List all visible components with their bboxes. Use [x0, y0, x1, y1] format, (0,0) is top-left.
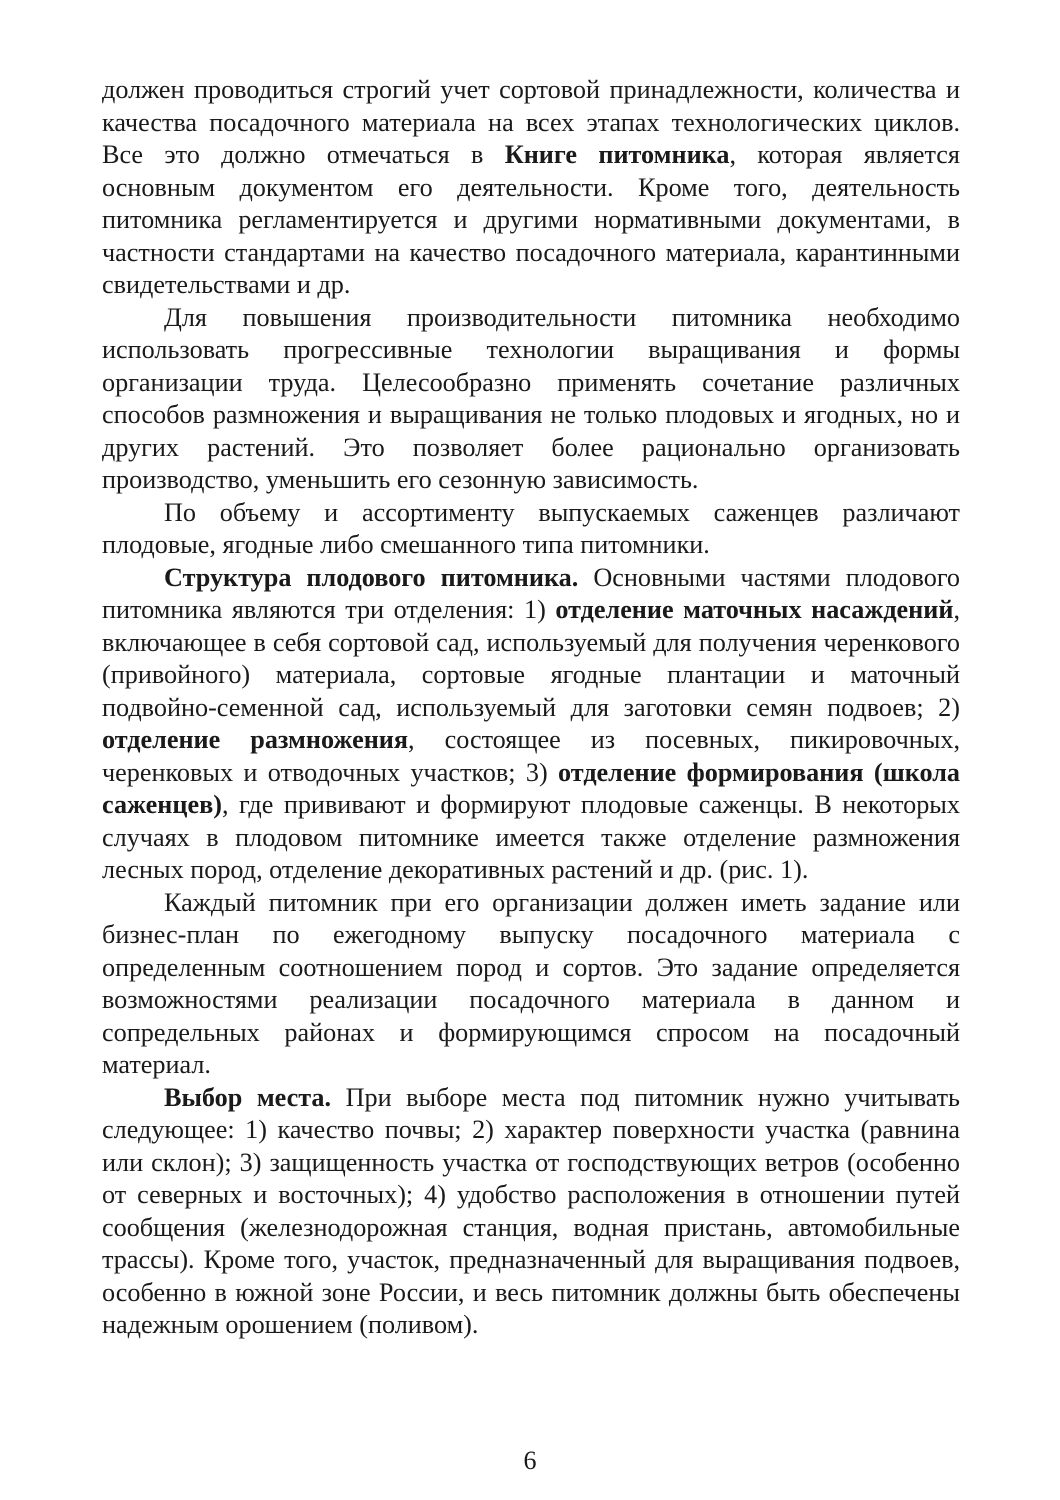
text-run: , где прививают и формируют плодовые саженцы. В некоторых случаях в плодовом питомнике имеется также отделение размножения лесных пород, отделение декоративных растений и др. (рис. 1). — [102, 790, 960, 884]
page-number: 6 — [523, 1446, 537, 1475]
text-run: , состоящее из посевных, пикировочных, черенковых и отводочных участков; 3) — [102, 725, 961, 787]
text-run: должен проводиться строгий учет сортовой принадлежности, количества и качества посадочного материала на всех этапах технологических циклов. Все это должно отмечаться в — [102, 75, 960, 169]
text-run: По объему и ассортименту выпускаемых саженцев различают плодовые, ягодные либо смешанного типа питомники. — [102, 497, 960, 559]
bold-term: отделение размножения — [102, 725, 409, 754]
bold-term: отделение формирования (школа саженцев) — [102, 757, 960, 819]
text-run: , включающее в себя сортовой сад, используемый для получения черенкового (привойного) материала, сортовые ягодные плантации и маточный подвойно-семенной сад, используемый для заготовки семян подвоев; 2) — [102, 595, 960, 722]
text-run: При выборе места под питомник нужно учитывать следующее: 1) качество почвы; 2) характер поверхности участка (равнина или склон); 3) защищенность участка от господствующих ветров (особенно от северных и восточных); 4) удобство расположения в отношении путей сообщения (железнодорожная станция, водная пристань, автомобильные трассы). Кроме того, участок, предназначенный для выращивания подвоев, особенно в южной зоне России, и весь питомник должны быть обеспечены надежным орошением (поливом). — [102, 1082, 960, 1339]
body-text — [102, 74, 960, 1342]
text-run: , которая является основным документом его деятельности. Кроме того, деятельность питомника регламентируется и другими нормативными документами, в частности стандартами на качество посадочного материала, карантинными свидетельствами и др. — [102, 140, 960, 299]
text-run: Для повышения производительности питомника необходимо использовать прогрессивные технологии выращивания и формы организации труда. Целесообразно применять сочетание различных способов размножения и выращивания не только плодовых и ягодных, но и других растений. Это позволяет более рационально организовать производство, уменьшить его сезонную зависимость. — [102, 302, 960, 494]
text-run: Каждый питомник при его организации должен иметь задание или бизнес-план по ежегодному выпуску посадочного материала с определенным соотношением пород и сортов. Это задание определяется возможностями реализации посадочного материала в данном и сопредельных районах и формирующимся спросом на посадочный материал. — [102, 887, 960, 1079]
paragraph — [102, 302, 960, 497]
paragraph — [102, 562, 960, 887]
paragraph — [102, 1082, 960, 1342]
paragraph — [102, 74, 960, 302]
text-run: Основными частями плодового питомника являются три отделения: 1) — [102, 562, 960, 624]
bold-term: Выбор места. — [164, 1082, 332, 1112]
bold-term: отделение маточных насаждений — [555, 595, 954, 624]
bold-term: Структура плодового питомника. — [164, 562, 579, 592]
paragraph — [102, 887, 960, 1082]
paragraph — [102, 497, 960, 562]
bold-term: Книге питомника — [504, 140, 730, 169]
